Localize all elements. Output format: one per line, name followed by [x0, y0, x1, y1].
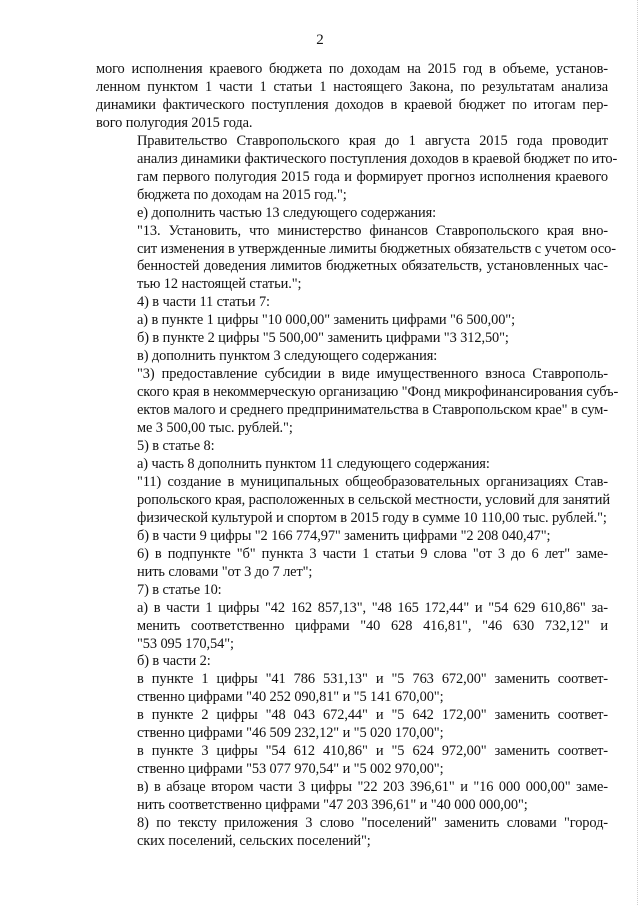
document-paragraph [96, 294, 608, 312]
document-paragraph [96, 474, 608, 528]
text-line: ственно цифрами "46 509 232,12" и "5 020 170,00"; [137, 725, 444, 742]
text-line: ропольского края, расположенных в сельской местности, условий для занятий [137, 491, 610, 508]
text-line: ектов малого и среднего предпринимательства в Ставропольском крае" в сум- [137, 402, 608, 419]
document-paragraph [96, 671, 608, 707]
text-line: 8) по тексту приложения 3 слово "поселений" заменить словами "город- [137, 815, 608, 832]
text-line: сит изменения в утвержденные лимиты бюджетных обязательств с учетом осо- [137, 240, 616, 257]
text-line: бенностей доведения лимитов бюджетных обязательств, установленных час- [137, 258, 608, 275]
text-line: в пункте 3 цифры "54 612 410,86" и "5 624 972,00" заменить соответ- [137, 743, 608, 760]
text-line: "53 095 170,54"; [137, 635, 234, 652]
text-line: нить словами "от 3 до 7 лет"; [137, 563, 313, 580]
document-paragraph [96, 205, 608, 223]
document-paragraph [96, 366, 619, 438]
text-line: а) часть 8 дополнить пунктом 11 следующего содержания: [137, 455, 490, 472]
scan-edge-marks [636, 0, 638, 905]
text-line: 4) в части 11 статьи 7: [137, 294, 270, 311]
text-line: вого полугодия 2015 года. [96, 114, 253, 131]
document-paragraph [96, 61, 608, 133]
document-paragraph [96, 348, 608, 366]
text-line: "11) создание в муниципальных общеобразовательных организациях Став- [137, 473, 608, 490]
text-line: бюджета по доходам на 2015 год."; [137, 186, 347, 203]
text-line: ме 3 500,00 тыс. рублей."; [137, 420, 293, 437]
document-paragraph [96, 132, 618, 205]
text-line: тью 12 настоящей статьи."; [137, 276, 302, 293]
text-line: б) в части 9 цифры "2 166 774,97" заменить цифрами "2 208 040,47"; [137, 527, 551, 544]
text-line: в) в абзаце втором части 3 цифры "22 203 396,61" и "16 000 000,00" заме- [137, 779, 608, 796]
text-line: нить соответственно цифрами "47 203 396,61" и "40 000 000,00"; [137, 797, 528, 814]
text-line: Правительство Ставропольского края до 1 августа 2015 года проводит [137, 132, 608, 149]
text-line: 7) в статье 10: [137, 581, 222, 598]
text-line: а) в пункте 1 цифры "10 000,00" заменить цифрами "6 500,00"; [137, 312, 515, 329]
document-paragraph [96, 312, 608, 330]
document-paragraph [96, 222, 616, 295]
text-line: е) дополнить частью 13 следующего содержания: [137, 204, 436, 221]
text-line: "13. Установить, что министерство финансов Ставропольского края вно- [137, 222, 608, 239]
text-line: ственно цифрами "40 252 090,81" и "5 141 670,00"; [137, 689, 444, 706]
text-line: в пункте 2 цифры "48 043 672,44" и "5 642 172,00" заменить соответ- [137, 707, 608, 724]
text-line: мого исполнения краевого бюджета по доходам на 2015 год в объеме, установ- [96, 61, 608, 77]
document-paragraph [96, 330, 608, 348]
text-line: в) дополнить пунктом 3 следующего содержания: [137, 348, 438, 365]
document-paragraph [96, 743, 608, 779]
text-line: ленном пунктом 1 части 1 статьи 1 настоящего Закона, по результатам анализа [96, 78, 608, 95]
text-line: 5) в статье 8: [137, 438, 215, 455]
text-line: в пункте 1 цифры "41 786 531,13" и "5 763 672,00" заменить соответ- [137, 671, 608, 688]
text-line: физической культурой и спортом в 2015 году в сумме 10 110,00 тыс. рублей."; [137, 509, 607, 526]
document-paragraph [96, 528, 608, 546]
document-paragraph [96, 600, 608, 654]
document-paragraph [96, 707, 608, 743]
document-paragraph [96, 456, 608, 474]
text-line: ственно цифрами "53 077 970,54" и "5 002 970,00"; [137, 761, 444, 778]
text-line: анализ динамики фактического поступления доходов в краевой бюджет по ито- [137, 150, 618, 167]
document-paragraph [96, 582, 608, 600]
page-number: 2 [316, 32, 324, 48]
text-line: "3) предоставление субсидии в виде имущественного взноса Ставрополь- [137, 366, 608, 383]
document-paragraph [96, 546, 608, 582]
text-line: а) в части 1 цифры "42 162 857,13", "48 165 172,44" и "54 629 610,86" за- [137, 599, 608, 616]
document-paragraph [96, 779, 608, 815]
document-body [96, 61, 619, 851]
text-line: ских поселений, сельских поселений"; [137, 832, 371, 849]
text-line: 6) в подпункте "б" пункта 3 части 1 статьи 9 слова "от 3 до 6 лет" заме- [137, 545, 608, 562]
document-paragraph [96, 815, 608, 851]
text-line: менить соответственно цифрами "40 628 416,81", "46 630 732,12" и [137, 617, 608, 634]
document-paragraph [96, 438, 608, 456]
text-line: б) в пункте 2 цифры "5 500,00" заменить цифрами "3 312,50"; [137, 330, 509, 347]
text-line: ского края в некоммерческую организацию "Фонд микрофинансирования субъ- [137, 384, 619, 401]
document-paragraph [96, 653, 608, 671]
text-line: динамики фактического поступления доходов в краевой бюджет по итогам пер- [96, 96, 608, 113]
text-line: б) в части 2: [137, 653, 211, 670]
text-line: гам первого полугодия 2015 года и формирует прогноз исполнения краевого [137, 168, 608, 185]
